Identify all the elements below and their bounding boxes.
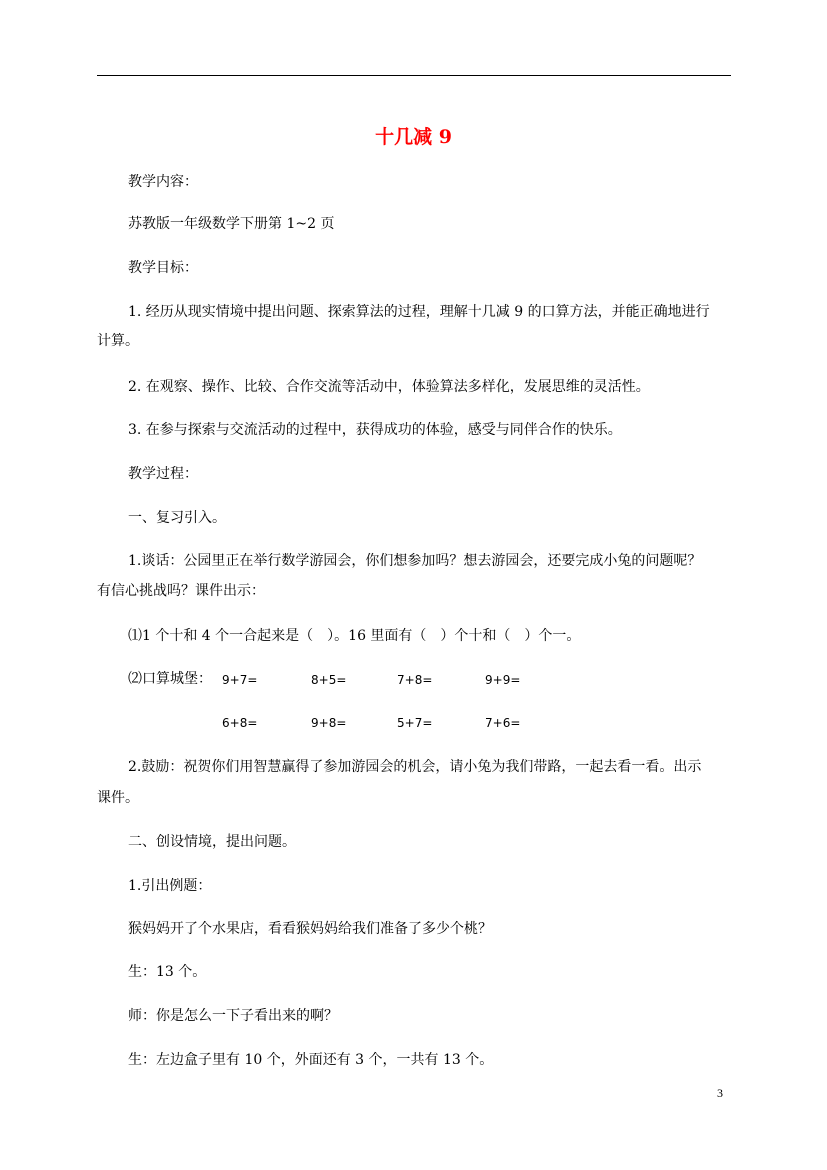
- calc-item: 9+9=: [485, 673, 521, 687]
- student-answer-2: 生：左边盒子里有 10 个，外面还有 3 个，一共有 13 个。: [128, 1052, 494, 1068]
- encourage-line-1: 2.鼓励：祝贺你们用智慧赢得了参加游园会的机会，请小兔为我们带路，一起去看一看。出示: [128, 759, 702, 775]
- paragraph-textbook: 苏教版一年级数学下册第 1~2 页: [128, 216, 335, 232]
- goal-1-line-1: 1. 经历从现实情境中提出问题、探索算法的过程，理解十几减 9 的口算方法，并能正确地进行: [128, 304, 710, 320]
- paragraph-content-heading: 教学内容：: [128, 174, 198, 190]
- teacher-question: 师：你是怎么一下子看出来的啊？: [128, 1008, 338, 1024]
- calc-item: 7+6=: [485, 716, 521, 730]
- section-2-heading: 二、创设情境，提出问题。: [128, 834, 296, 850]
- calc-item: 7+8=: [397, 673, 433, 687]
- page-number: 3: [717, 1086, 723, 1100]
- calc-label: ⑵口算城堡：: [128, 671, 212, 687]
- calc-item: 5+7=: [397, 716, 433, 730]
- student-answer-1: 生：13 个。: [128, 964, 207, 980]
- calc-item: 8+5=: [311, 673, 347, 687]
- section-1-heading: 一、复习引入。: [128, 510, 226, 526]
- example-heading: 1.引出例题：: [128, 878, 212, 894]
- talk-line-1: 1.谈话：公园里正在举行数学游园会，你们想参加吗？想去游园会，还要完成小兔的问题呢？: [128, 553, 702, 569]
- encourage-line-2: 课件。: [97, 790, 139, 806]
- calc-item: 6+8=: [222, 716, 258, 730]
- talk-line-2: 有信心挑战吗？课件出示：: [97, 583, 265, 599]
- page-title: 十几减 9: [375, 126, 452, 148]
- example-text: 猴妈妈开了个水果店，看看猴妈妈给我们准备了多少个桃？: [128, 921, 492, 937]
- paragraph-process-heading: 教学过程：: [128, 466, 198, 482]
- calc-item: 9+8=: [311, 716, 347, 730]
- goal-2: 2. 在观察、操作、比较、合作交流等活动中，体验算法多样化，发展思维的灵活性。: [128, 379, 650, 395]
- paragraph-goals-heading: 教学目标：: [128, 260, 198, 276]
- goal-1-line-2: 计算。: [97, 333, 139, 349]
- question-1: ⑴1 个十和 4 个一合起来是（ ）。16 里面有（ ）个十和（ ）个一。: [128, 628, 581, 644]
- calc-item: 9+7=: [222, 673, 258, 687]
- header-rule: [97, 75, 731, 76]
- goal-3: 3. 在参与探索与交流活动的过程中，获得成功的体验，感受与同伴合作的快乐。: [128, 422, 622, 438]
